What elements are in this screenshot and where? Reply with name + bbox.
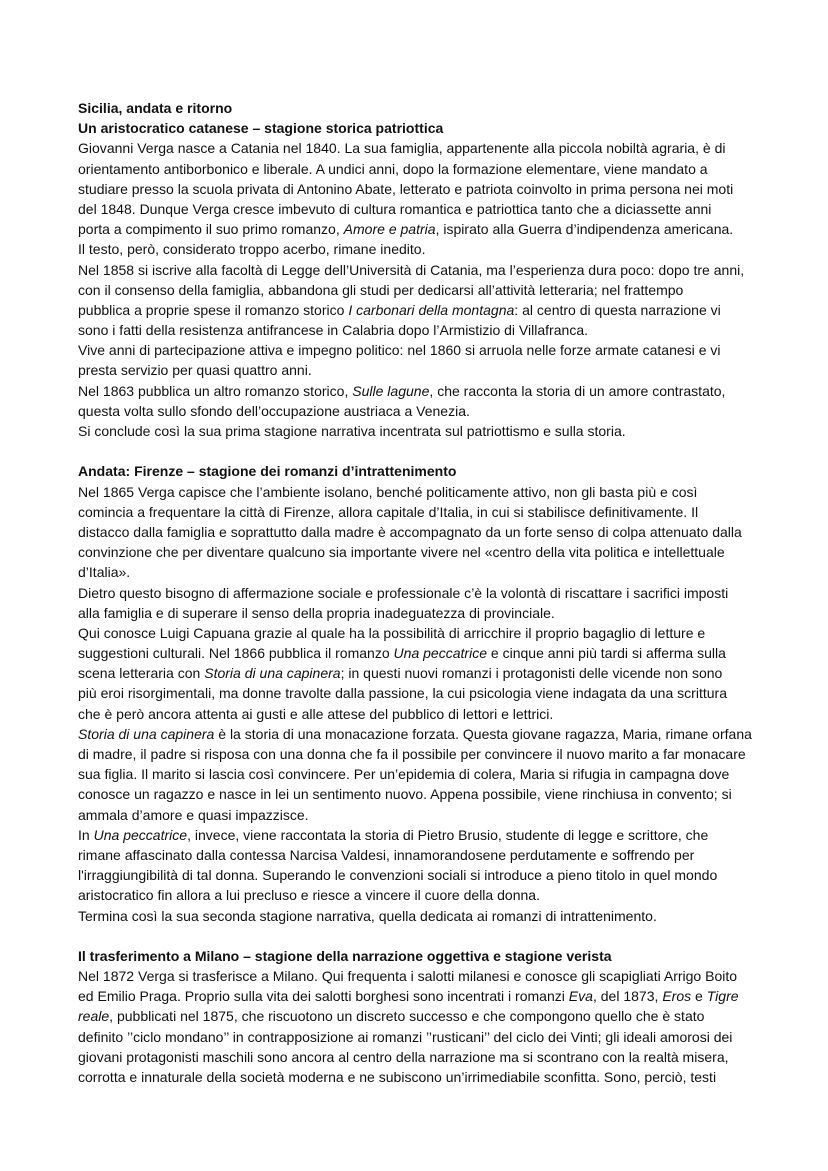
text-segment: aristocratico fin allora a lui precluso e riesce a vincere il cuore della donna. (78, 887, 540, 904)
text-segment: : al centro di questa narrazione vi (514, 301, 721, 318)
text-segment: ; in questi nuovi romanzi i protagonisti delle vicende non sono (340, 665, 723, 682)
italic-title: Storia di una capinera (78, 725, 215, 742)
text-line (78, 865, 752, 885)
text-segment: Termina così la sua seconda stagione narrativa, quella dedicata ai romanzi di intrattenimento. (78, 907, 657, 924)
text-line (78, 522, 752, 542)
text-segment: sua figlia. Il marito si lascia così convincere. Per un’epidemia di colera, Maria si rifugia in campagna dove (78, 766, 730, 783)
text-line (78, 724, 752, 744)
text-segment: alla famiglia e di superare il senso della propria inadeguatezza di provinciale. (78, 604, 555, 621)
text-segment: l'irraggiungibilità di tal donna. Superando le convenzioni sociali si introduce a pieno titolo in quel mondo (78, 867, 718, 884)
text-segment: , del 1873, (592, 988, 663, 1005)
italic-title: Tigre (706, 988, 739, 1005)
text-line (78, 986, 752, 1006)
blank-line (78, 926, 752, 946)
text-segment: presta servizio per quasi quattro anni. (78, 362, 312, 379)
text-segment: definito ’’ciclo mondano’’ in contrapposizione ai romanzi ’’rusticani’’ del ciclo dei Vinti; gli ideali amorosi dei (78, 1028, 733, 1045)
text-segment: ed Emilio Praga. Proprio sulla vita dei salotti borghesi sono incentrati i romanzi (78, 988, 569, 1005)
text-segment: Dietro questo bisogno di affermazione sociale e professionale c’è la volontà di riscattare i sacrifici imposti (78, 584, 729, 601)
italic-title: Eros (662, 988, 692, 1005)
text-segment: conosce un ragazzo e nasce in lei un sentimento nuovo. Appena possibile, viene rinchiusa in convento; si (78, 786, 732, 803)
text-line (78, 784, 752, 804)
text-segment: orientamento antiborbonico e liberale. A undici anni, dopo la formazione elementare, viene mandato a (78, 160, 708, 177)
text-segment: del 1848. Dunque Verga cresce imbevuto di cultura romantica e patriottica tanto che a diciassette anni (78, 200, 712, 217)
text-segment: è la storia di una monacazione forzata. Questa giovane ragazza, Maria, rimane orfana (214, 725, 752, 742)
blank-line (78, 441, 752, 461)
text-line (78, 885, 752, 905)
text-line (78, 825, 752, 845)
text-line (78, 159, 752, 179)
text-line (78, 603, 752, 623)
text-segment: giovani protagonisti maschili sono ancora al centro della narrazione ma si scontrano con la realtà misera, (78, 1048, 729, 1065)
text-segment: , che racconta la storia di un amore contrastato, (429, 382, 726, 399)
text-segment: , pubblicati nel 1875, che riscuotono un discreto successo e che compongono quello che è stato (109, 1008, 705, 1025)
text-line (78, 845, 752, 865)
text-line (78, 744, 752, 764)
text-segment: scena letteraria con (78, 665, 205, 682)
text-segment: sono i fatti della resistenza antifrancese in Calabria dopo l’Armistizio di Villafranca. (78, 322, 589, 339)
text-line (78, 199, 752, 219)
text-line (78, 138, 752, 158)
text-line (78, 300, 752, 320)
italic-title: Amore e patria (343, 221, 436, 238)
text-segment: pubblica a proprie spese il romanzo storico (78, 301, 349, 318)
text-segment: porta a compimento il suo primo romanzo, (78, 221, 344, 238)
text-line (78, 179, 752, 199)
text-segment: Vive anni di partecipazione attiva e impegno politico: nel 1860 si arruola nelle forze armate catanesi e vi (78, 342, 721, 359)
text-line (78, 1027, 752, 1047)
text-segment: Nel 1872 Verga si trasferisce a Milano. Qui frequenta i salotti milanesi e conosce gli scapigliati Arrigo Boito (78, 968, 738, 985)
text-line (78, 320, 752, 340)
text-segment: Nel 1863 pubblica un altro romanzo storico, (78, 382, 353, 399)
text-line (78, 542, 752, 562)
text-segment: d’Italia». (78, 564, 131, 581)
italic-title: Sulle lagune (352, 382, 430, 399)
text-line (78, 1067, 752, 1087)
text-line (78, 280, 752, 300)
section-heading (78, 946, 752, 966)
text-line (78, 401, 752, 421)
text-line (78, 663, 752, 683)
document-page (78, 98, 752, 1087)
text-segment: In (78, 826, 94, 843)
text-segment: Giovanni Verga nasce a Catania nel 1840. La sua famiglia, appartenente alla piccola nobiltà agraria, è di (78, 140, 726, 157)
text-segment: Il testo, però, considerato troppo acerbo, rimane inedito. (78, 241, 426, 258)
text-line (78, 482, 752, 502)
italic-title: Una peccatrice (393, 645, 488, 662)
text-segment: rimane affascinato dalla contessa Narcisa Valdesi, innamorandosene perdutamente e soffrendo per (78, 846, 695, 863)
section-heading (78, 118, 752, 138)
text-line (78, 1047, 752, 1067)
italic-title: Eva (568, 988, 593, 1005)
text-segment: questa volta sullo sfondo dell’occupazione austriaca a Venezia. (78, 402, 470, 419)
text-segment: Sicilia, andata e ritorno (78, 100, 233, 116)
text-segment: con il consenso della famiglia, abbandona gli studi per dedicarsi all’attività letteraria; nel frattempo (78, 281, 684, 298)
text-segment: e (691, 988, 707, 1005)
text-segment: corrotta e innaturale della società moderna e ne subiscono un’irrimediabile sconfitta. Sono, perciò, testi (78, 1069, 717, 1085)
text-line (78, 219, 752, 239)
text-line (78, 623, 752, 643)
text-segment: Un aristocratico catanese – stagione storica patriottica (78, 120, 444, 137)
text-line (78, 260, 752, 280)
italic-title: reale (78, 1008, 110, 1025)
text-segment: Il trasferimento a Milano – stagione della narrazione oggettiva e stagione verista (78, 947, 612, 964)
text-line (78, 643, 752, 663)
text-segment: distacco dalla famiglia e soprattutto dalla madre è accompagnato da un forte senso di colpa attenuato dalla (78, 523, 742, 540)
text-segment: Nel 1858 si iscrive alla facoltà di Legge dell’Università di Catania, ma l’esperienza dura poco: dopo tre anni, (78, 261, 745, 278)
text-line (78, 1006, 752, 1026)
section-heading (78, 98, 752, 118)
text-segment: Andata: Firenze – stagione dei romanzi d’intrattenimento (78, 463, 457, 480)
text-segment: Si conclude così la sua prima stagione narrativa incentrata sul patriottismo e sulla storia. (78, 423, 626, 439)
text-line (78, 381, 752, 401)
text-line (78, 704, 752, 724)
text-line (78, 683, 752, 703)
text-line (78, 764, 752, 784)
text-line (78, 966, 752, 986)
text-line (78, 360, 752, 380)
section-heading (78, 461, 752, 481)
text-segment: convinzione che per diventare qualcuno sia importante vivere nel «centro della vita politica e intellettuale (78, 544, 725, 561)
text-segment: ammala d’amore e quasi impazzisce. (78, 806, 309, 823)
italic-title: I carbonari della montagna (348, 301, 515, 318)
text-line (78, 805, 752, 825)
text-segment: e cinque anni più tardi si afferma sulla (487, 645, 726, 662)
text-segment: di madre, il padre si risposa con una donna che fa il possibile per convincere il nuovo marito a far monacare (78, 746, 746, 762)
text-segment: più eroi risorgimentali, ma donne travolte dalla passione, la cui psicologia viene indagata da una scrittura (78, 685, 727, 702)
text-line (78, 562, 752, 582)
text-line (78, 583, 752, 603)
text-segment: Qui conosce Luigi Capuana grazie al quale ha la possibilità di arricchire il proprio bagaglio di letture e (78, 624, 706, 641)
text-segment: suggestioni culturali. Nel 1866 pubblica il romanzo (78, 645, 394, 662)
text-segment: Nel 1865 Verga capisce che l’ambiente isolano, benché politicamente attivo, non gli basta più e così (78, 483, 698, 500)
text-segment: , ispirato alla Guerra d’indipendenza americana. (435, 221, 734, 238)
text-line (78, 906, 752, 926)
text-line (78, 502, 752, 522)
italic-title: Una peccatrice (93, 826, 188, 843)
text-segment: studiare presso la scuola privata di Antonino Abate, letterato e patriota coinvolto in prima persona nei moti (78, 180, 734, 197)
text-segment: , invece, viene raccontata la storia di Pietro Brusio, studente di legge e scrittore, che (187, 826, 709, 843)
text-segment: che è però ancora attenta ai gusti e alle attese del pubblico di lettori e lettrici. (78, 705, 554, 722)
text-line (78, 421, 752, 441)
text-line (78, 239, 752, 259)
italic-title: Storia di una capinera (204, 665, 341, 682)
text-line (78, 340, 752, 360)
text-segment: comincia a frequentare la città di Firenze, allora capitale d’Italia, in cui si stabilisce definitivamente. Il (78, 503, 699, 520)
